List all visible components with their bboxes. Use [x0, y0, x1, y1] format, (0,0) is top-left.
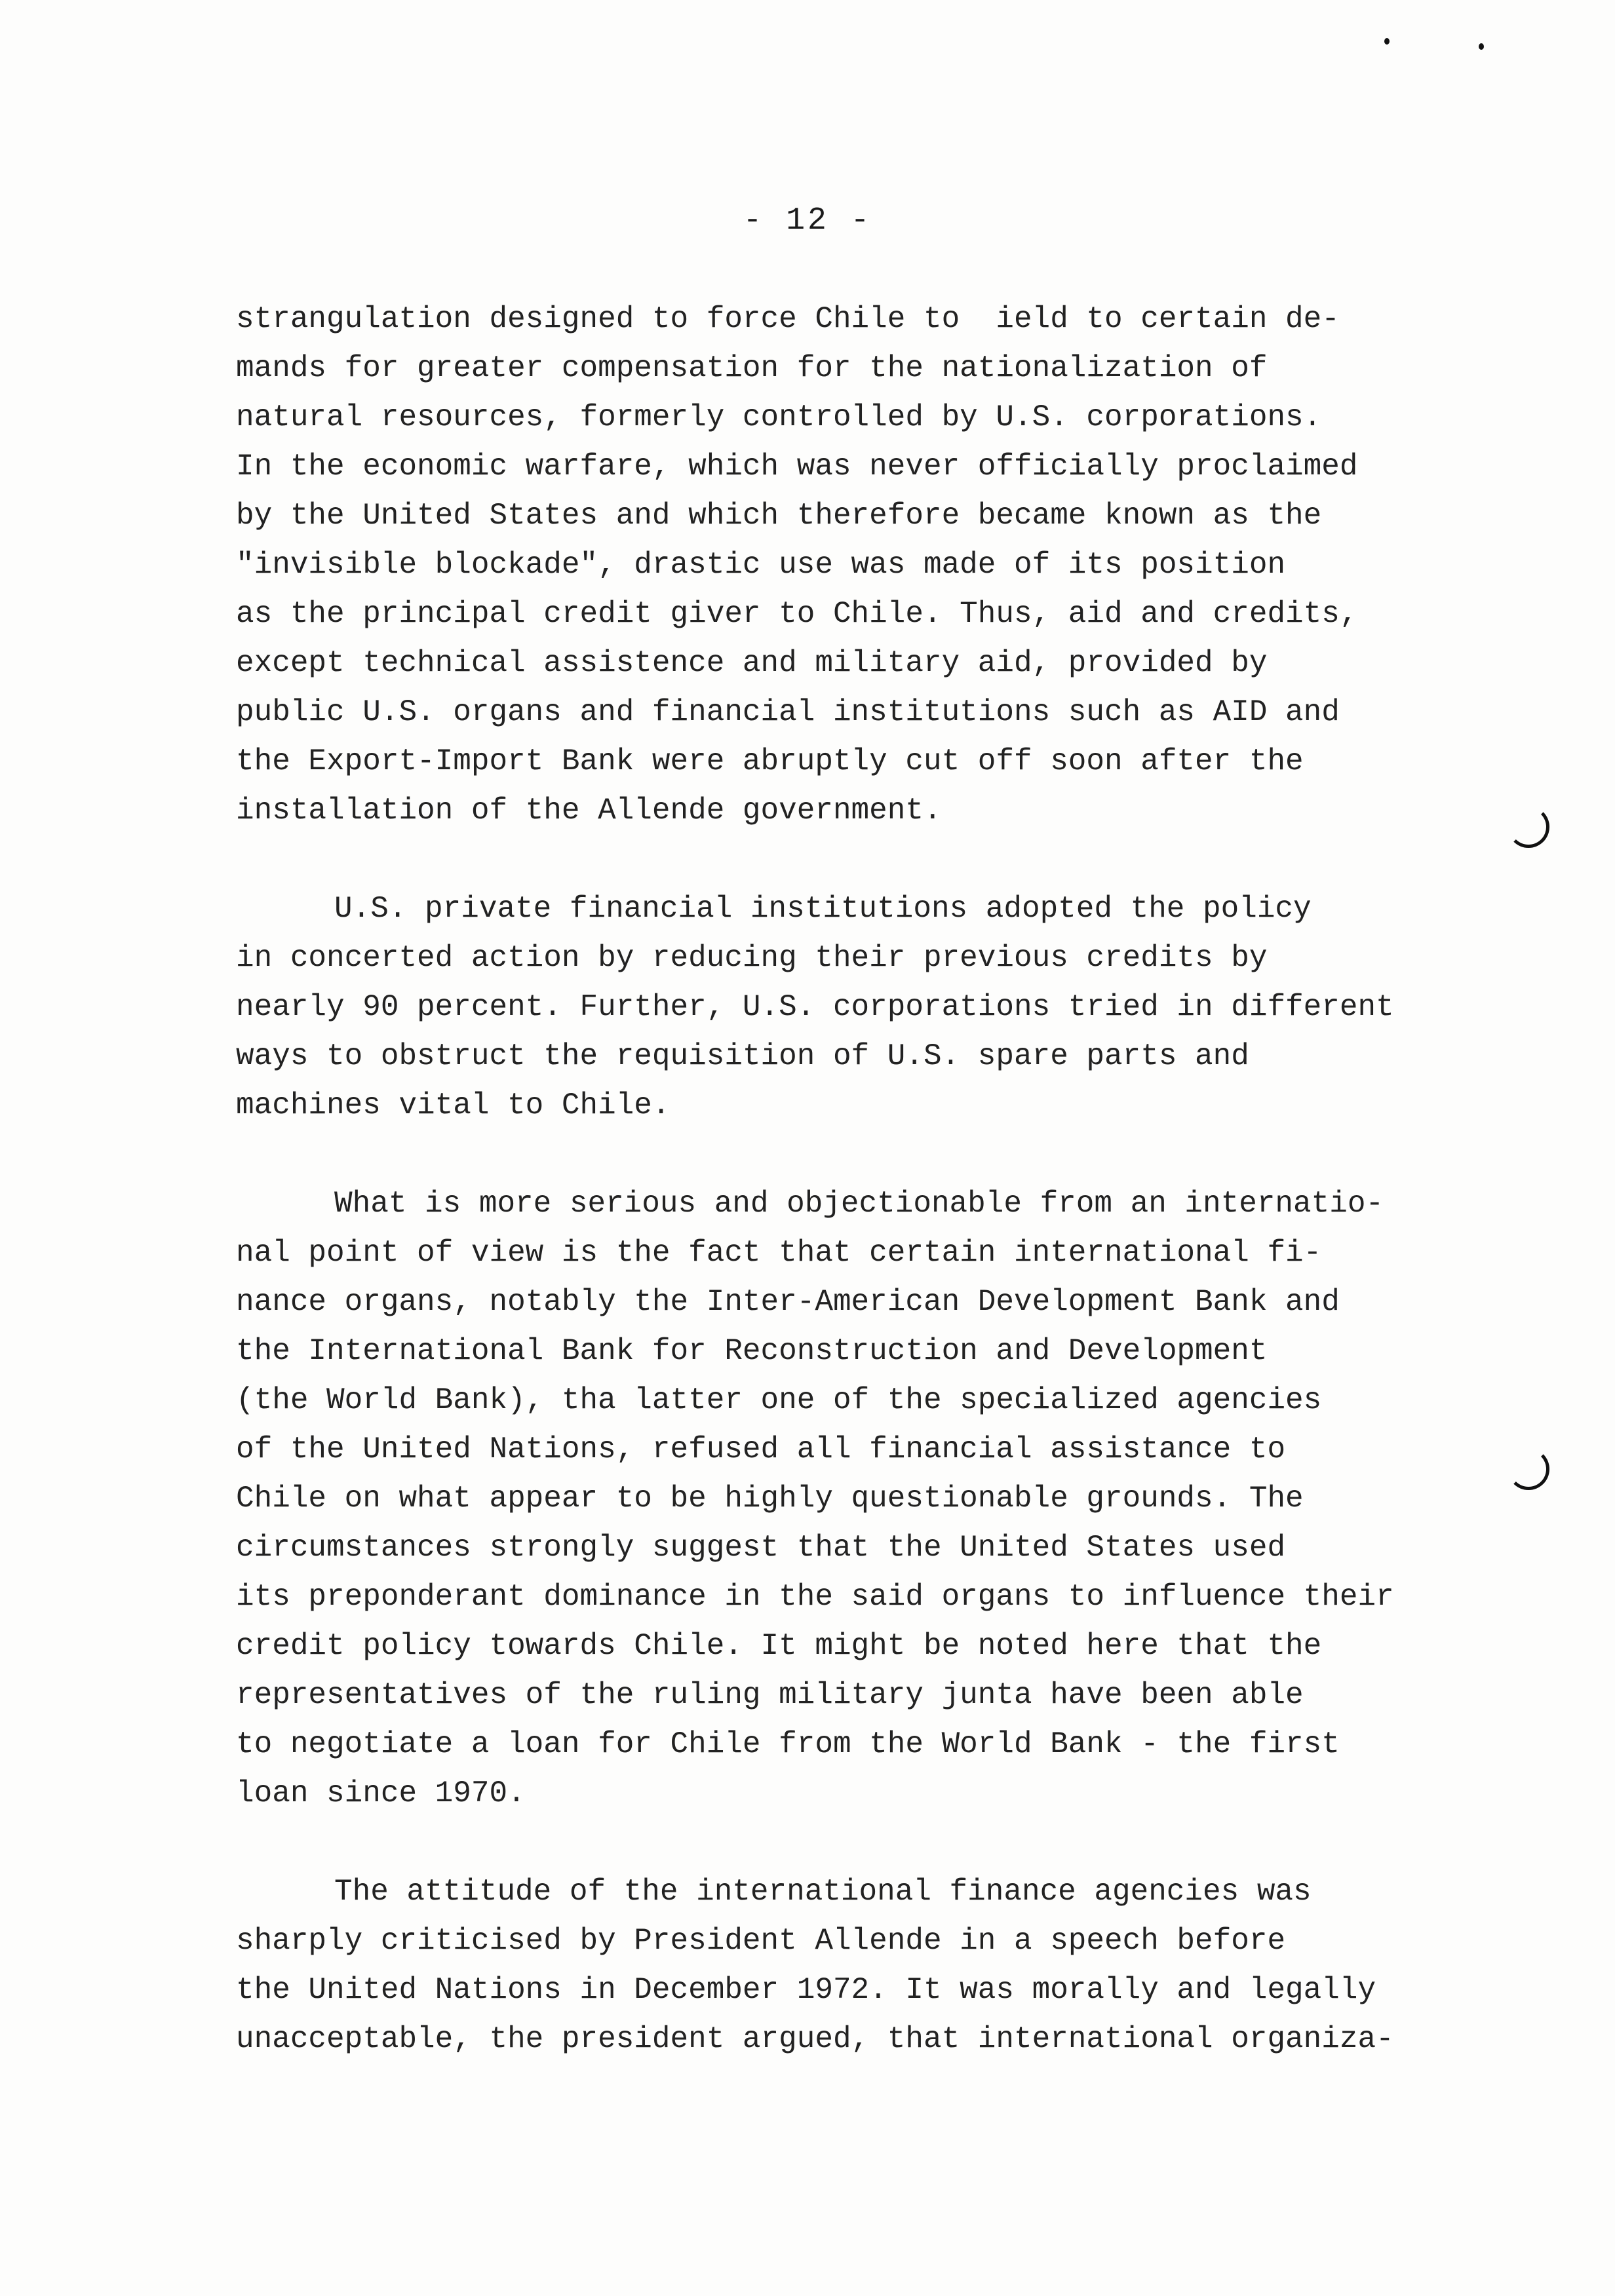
page-number: - 12 -: [743, 203, 872, 239]
text-line: mands for greater compensation for the nationalization of: [236, 351, 1268, 385]
paragraph: [236, 885, 1547, 1130]
text-line: (the World Bank), tha latter one of the specialized agencies: [236, 1383, 1322, 1417]
punch-hole-mark: [1508, 1448, 1549, 1490]
text-line: to negotiate a loan for Chile from the World Bank - the first: [236, 1727, 1340, 1761]
text-line: In the economic warfare, which was never officially proclaimed: [236, 450, 1358, 484]
text-line: strangulation designed to force Chile to ield to certain de-: [236, 302, 1340, 336]
text-line: the Export-Import Bank were abruptly cut off soon after the: [236, 744, 1304, 778]
text-line: The attitude of the international finance agencies was: [334, 1875, 1312, 1909]
text-line: circumstances strongly suggest that the United States used: [236, 1531, 1286, 1565]
text-line: as the principal credit giver to Chile. Thus, aid and credits,: [236, 597, 1358, 631]
text-line: sharply criticised by President Allende in a speech before: [236, 1924, 1286, 1958]
text-line: unacceptable, the president argued, that international organiza-: [236, 2022, 1394, 2056]
text-line: of the United Nations, refused all financial assistance to: [236, 1432, 1286, 1466]
text-line: the United Nations in December 1972. It was morally and legally: [236, 1973, 1376, 2007]
text-line: credit policy towards Chile. It might be noted here that the: [236, 1629, 1322, 1663]
text-line: public U.S. organs and financial institutions such as AID and: [236, 695, 1340, 729]
text-line: Chile on what appear to be highly questionable grounds. The: [236, 1482, 1304, 1516]
text-line: installation of the Allende government.: [236, 794, 942, 828]
punch-hole-mark: [1508, 806, 1549, 848]
text-line: ways to obstruct the requisition of U.S. spare parts and: [236, 1039, 1249, 1073]
text-line: U.S. private financial institutions adopted the policy: [334, 892, 1312, 926]
text-line: loan since 1970.: [236, 1776, 526, 1810]
paragraph: [236, 1867, 1547, 2064]
text-line: in concerted action by reducing their previous credits by: [236, 941, 1268, 975]
document-body: [236, 295, 1547, 2113]
text-line: the International Bank for Reconstruction and Development: [236, 1334, 1268, 1368]
text-line: except technical assistence and military aid, provided by: [236, 646, 1268, 680]
paragraph: [236, 295, 1547, 835]
text-line: representatives of the ruling military junta have been able: [236, 1678, 1304, 1712]
text-line: "invisible blockade", drastic use was made of its position: [236, 548, 1286, 582]
text-line: What is more serious and objectionable from an internatio-: [334, 1187, 1384, 1221]
text-line: machines vital to Chile.: [236, 1088, 671, 1122]
text-line: nal point of view is the fact that certain international fi-: [236, 1236, 1322, 1270]
text-line: by the United States and which therefore became known as the: [236, 499, 1322, 533]
paragraph: [236, 1179, 1547, 1818]
text-line: nearly 90 percent. Further, U.S. corporations tried in different: [236, 990, 1394, 1024]
scan-speck: [1479, 43, 1484, 50]
text-line: nance organs, notably the Inter-American Development Bank and: [236, 1285, 1340, 1319]
scan-speck: [1384, 38, 1390, 45]
text-line: its preponderant dominance in the said organs to influence their: [236, 1580, 1394, 1614]
text-line: natural resources, formerly controlled by U.S. corporations.: [236, 400, 1322, 434]
